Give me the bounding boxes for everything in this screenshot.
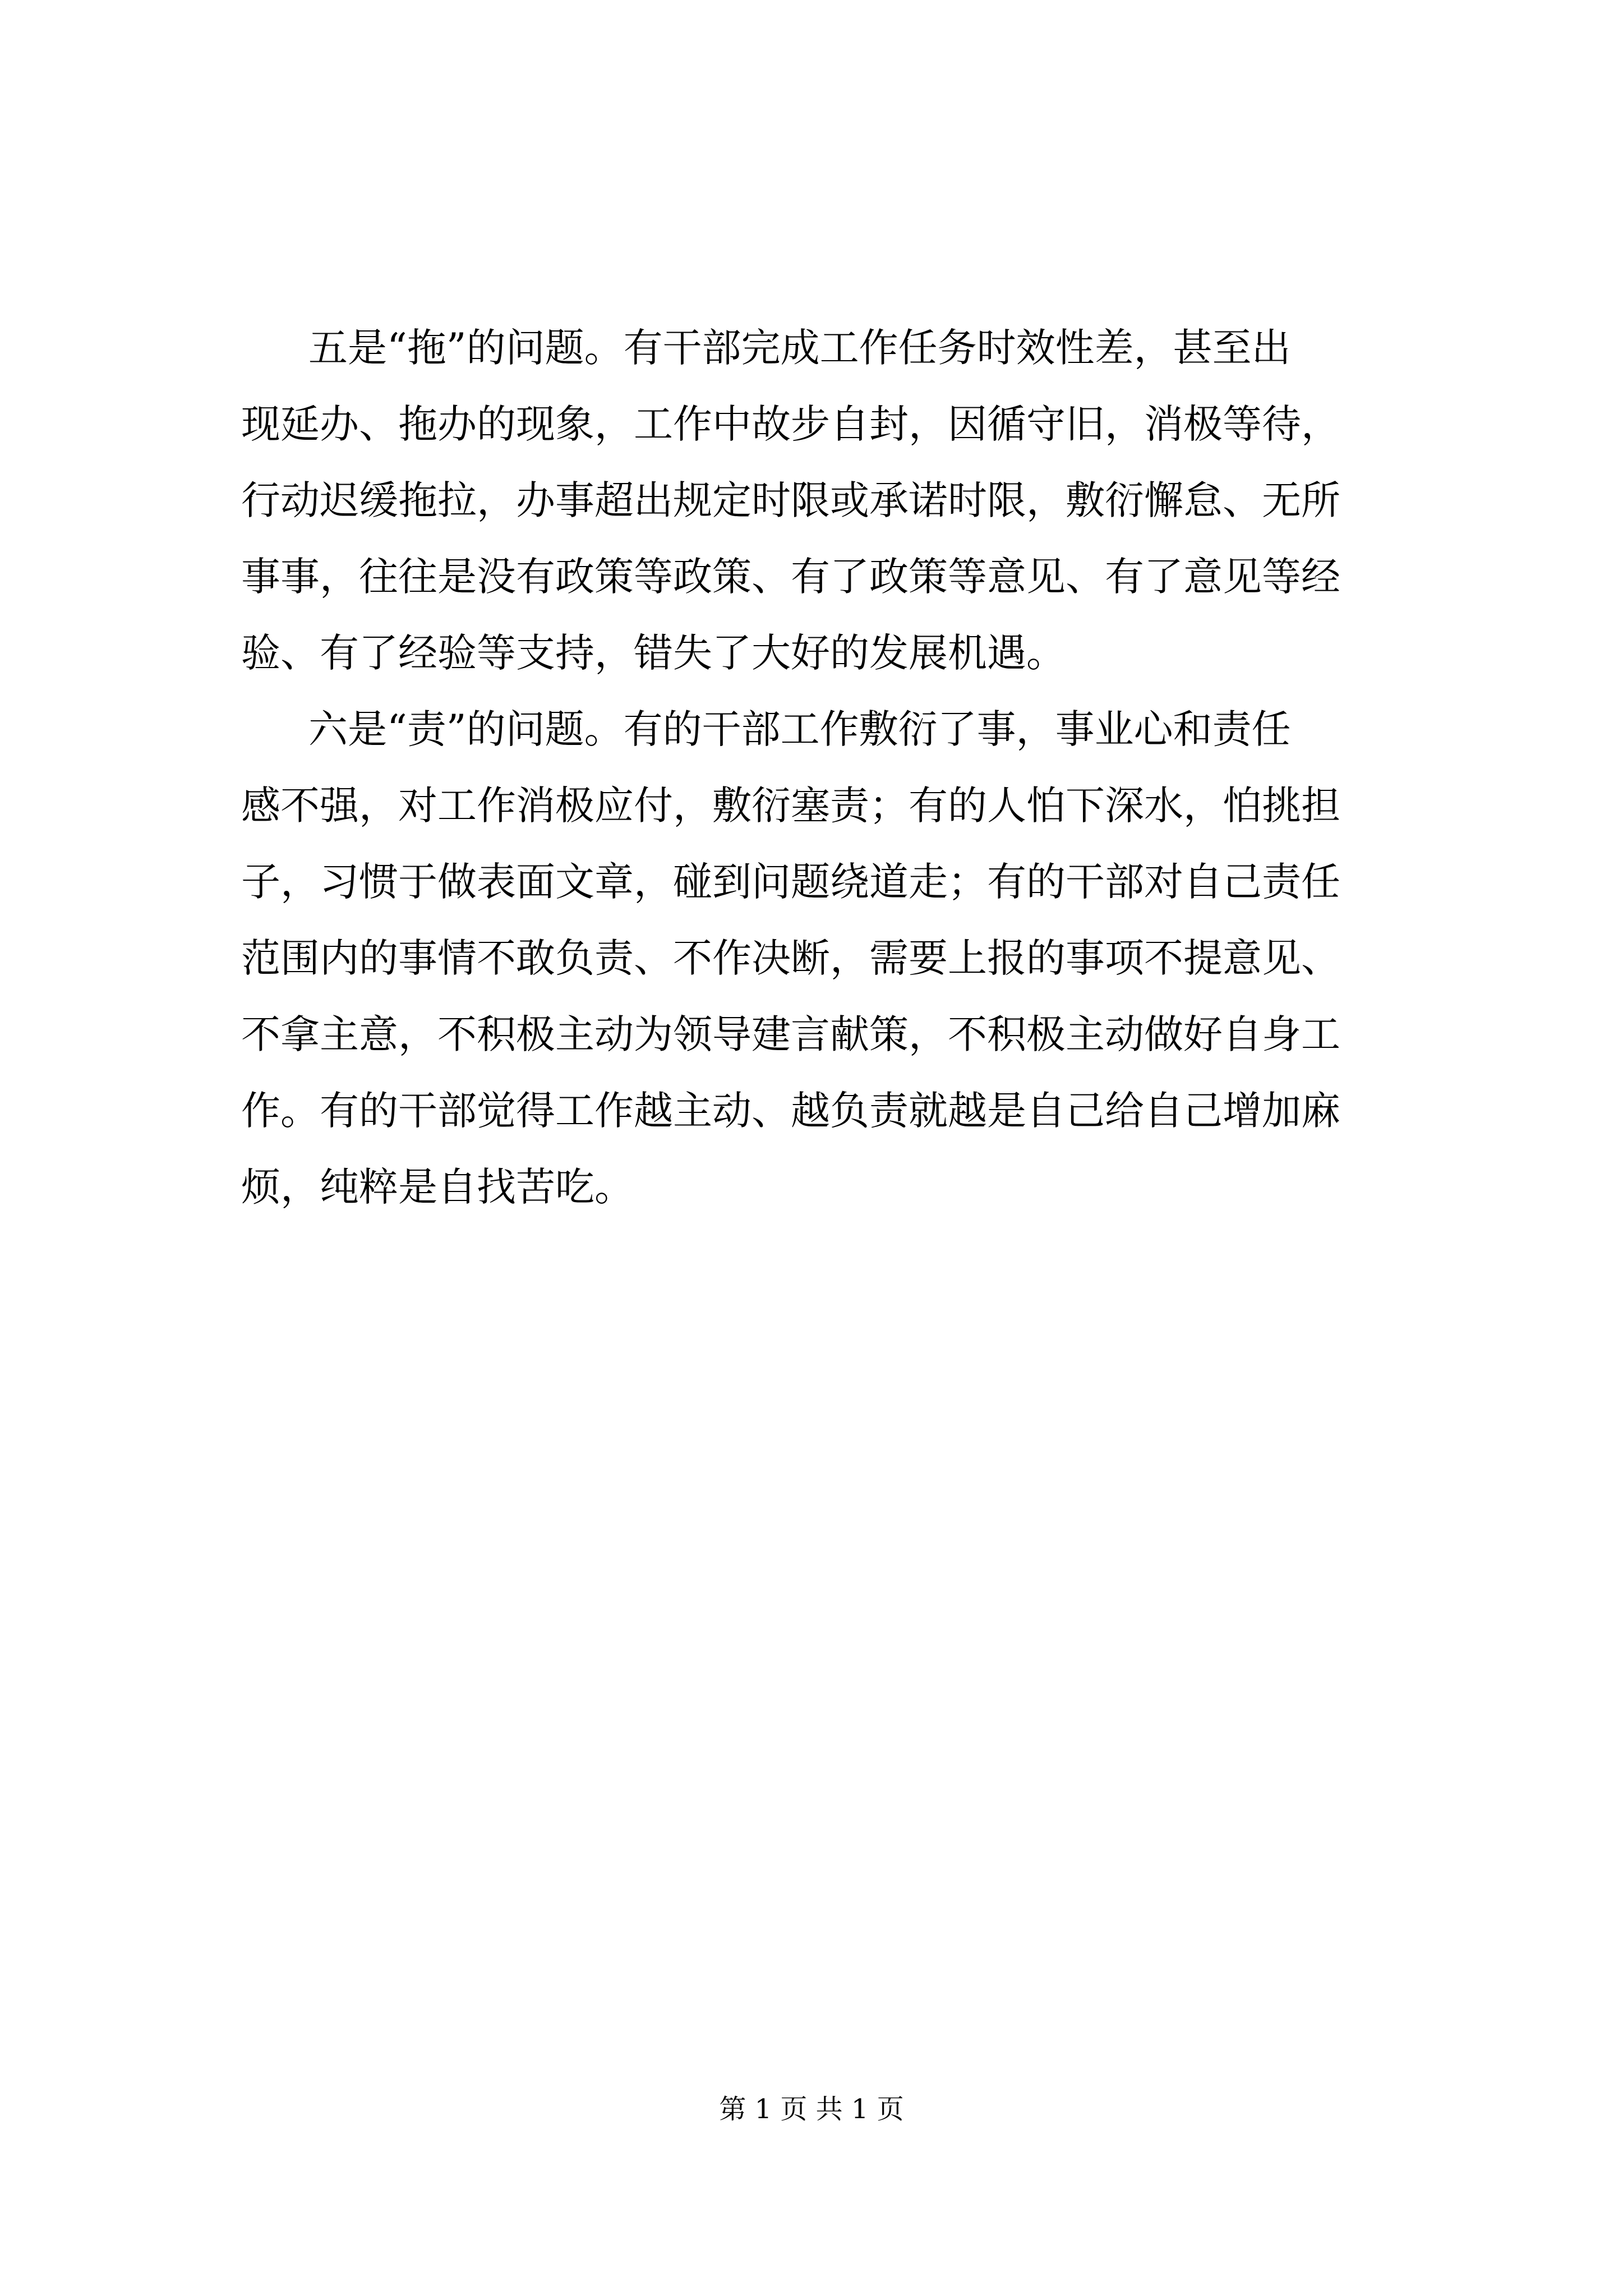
text-line: 行动迟缓拖拉，办事超出规定时限或承诺时限，敷衍懈怠、无所	[241, 477, 1340, 523]
text-line: 六是“责”的问题。有的干部工作敷衍了事，事业心和责任	[308, 706, 1291, 752]
text-line: 范围内的事情不敢负责、不作决断，需要上报的事项不提意见、	[241, 935, 1340, 981]
text-line: 现延办、拖办的现象，工作中故步自封，因循守旧，消极等待，	[241, 401, 1340, 447]
text-line: 事事，往往是没有政策等政策、有了政策等意见、有了意见等经	[241, 554, 1340, 600]
text-line: 烦，纯粹是自找苦吃。	[241, 1164, 634, 1210]
page-footer: 第 1 页 共 1 页	[719, 2093, 904, 2125]
text-line: 验、有了经验等支持，错失了大好的发展机遇。	[241, 630, 1066, 676]
text-line: 感不强，对工作消极应付，敷衍塞责；有的人怕下深水，怕挑担	[241, 783, 1340, 829]
text-line: 作。有的干部觉得工作越主动、越负责就越是自己给自己增加麻	[241, 1088, 1340, 1134]
text-line: 五是“拖”的问题。有干部完成工作任务时效性差，甚至出	[308, 325, 1291, 371]
text-line: 子，习惯于做表面文章，碰到问题绕道走；有的干部对自己责任	[241, 859, 1340, 905]
text-line: 不拿主意，不积极主动为领导建言献策，不积极主动做好自身工	[241, 1011, 1340, 1057]
